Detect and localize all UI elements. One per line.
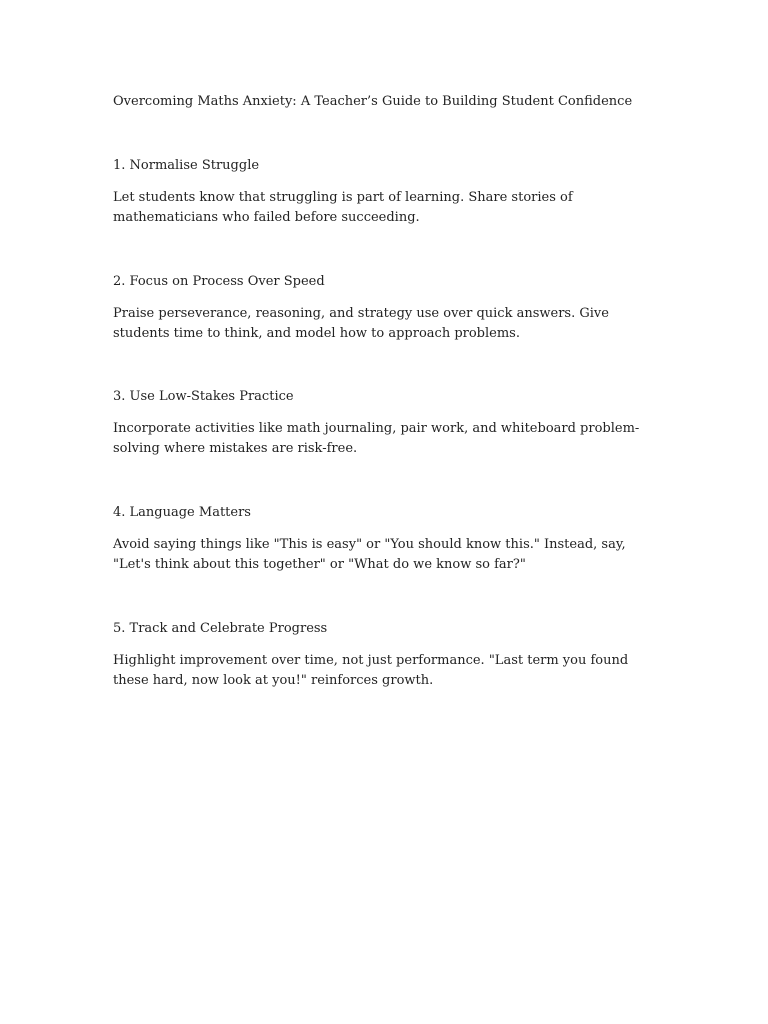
section-process-over-speed [113, 272, 658, 343]
document-title: Overcoming Maths Anxiety: A Teacher’s Guide to Building Student Confidence [113, 94, 633, 109]
section-heading: 5. Track and Celebrate Progress [113, 621, 328, 636]
section-body: Let students know that struggling is part of learning. Share stories of mathematicians who failed before succeeding. [113, 190, 573, 225]
section-heading: 2. Focus on Process Over Speed [113, 274, 325, 289]
section-body: Incorporate activities like math journaling, pair work, and whiteboard problem-solving where mistakes are risk-free. [113, 421, 640, 456]
section-heading: 1. Normalise Struggle [113, 158, 260, 173]
section-language-matters [113, 503, 658, 574]
section-low-stakes-practice [113, 387, 658, 458]
section-normalise-struggle [113, 156, 658, 227]
section-body: Praise perseverance, reasoning, and strategy use over quick answers. Give students time to think, and model how to approach problems. [113, 306, 609, 341]
section-body: Avoid saying things like "This is easy" or "You should know this." Instead, say, "Let's think about this together" or "What do we know so far?" [113, 537, 626, 572]
section-heading: 3. Use Low-Stakes Practice [113, 389, 294, 404]
document-content [113, 92, 658, 690]
section-body: Highlight improvement over time, not just performance. "Last term you found these hard, now look at you!" reinforces growth. [113, 653, 629, 688]
section-track-progress [113, 619, 658, 690]
section-heading: 4. Language Matters [113, 505, 251, 520]
